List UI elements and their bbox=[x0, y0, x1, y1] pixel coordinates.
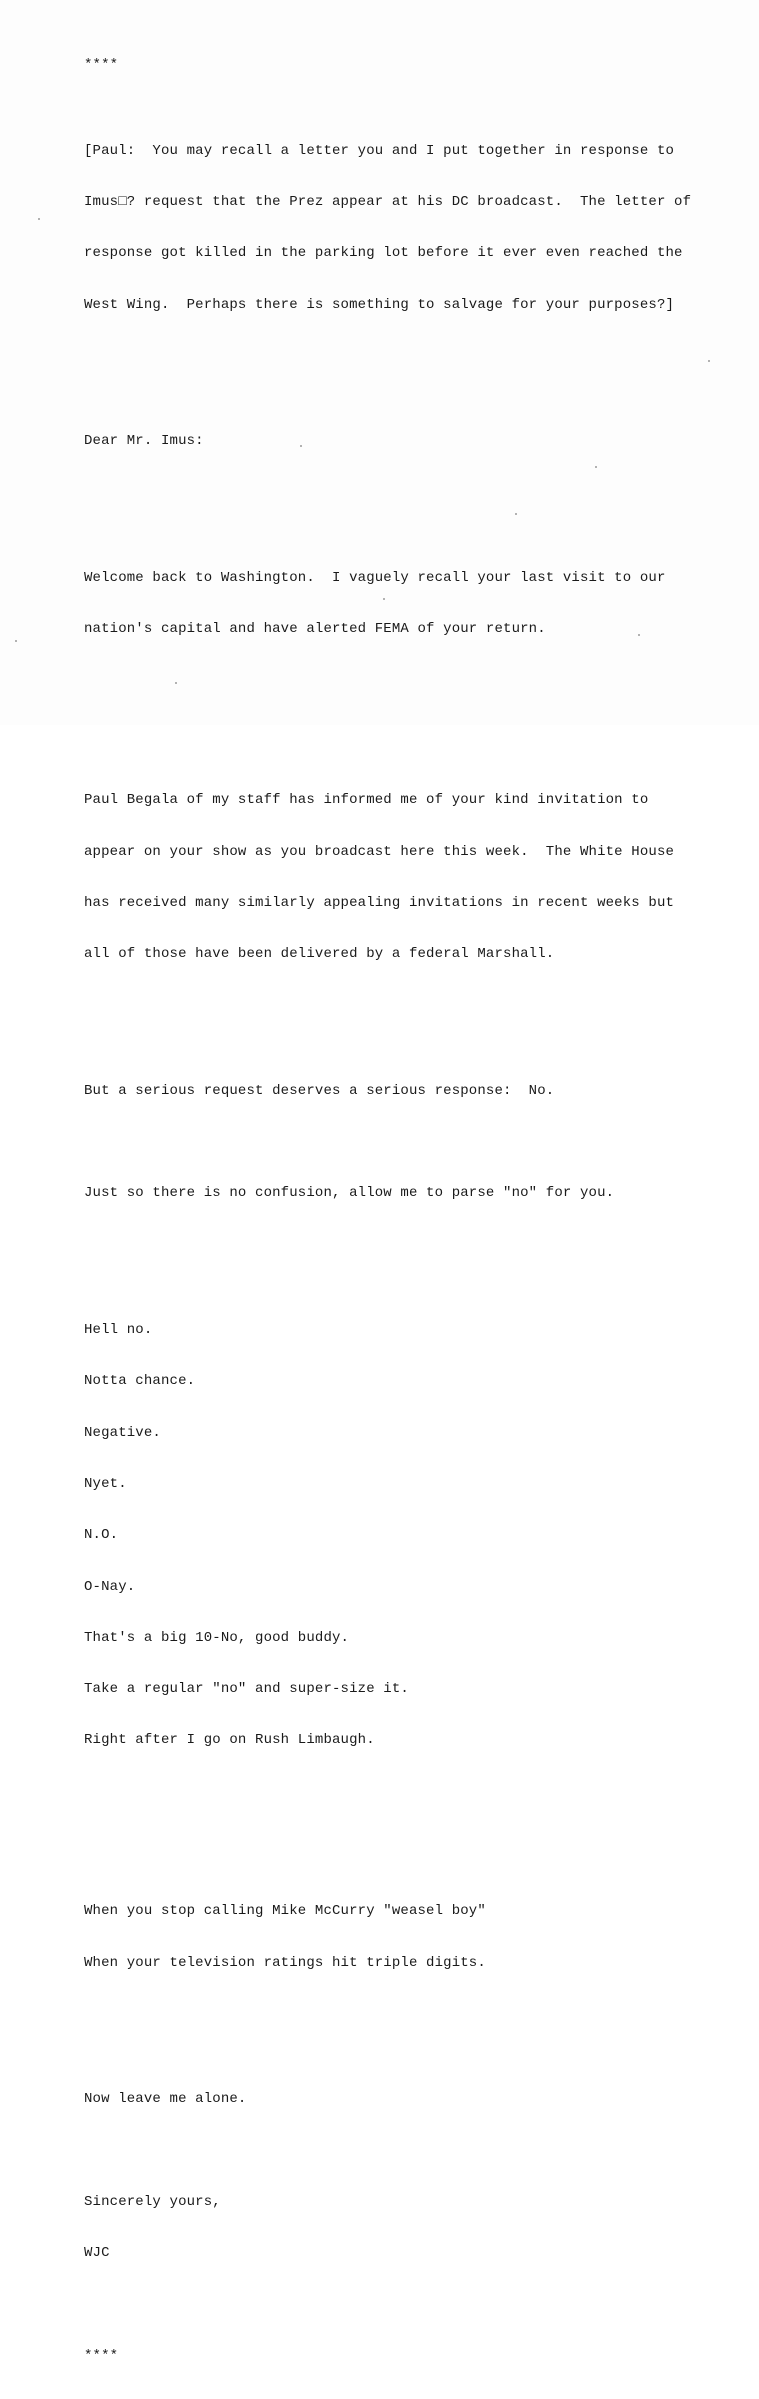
paragraph-line: all of those have been delivered by a federal Marshall. bbox=[84, 946, 555, 963]
scan-speck bbox=[38, 218, 40, 220]
no-list-item: Nyet. bbox=[84, 1475, 127, 1492]
blank-line bbox=[84, 707, 754, 724]
salutation: Dear Mr. Imus: bbox=[84, 433, 204, 450]
note-block bbox=[84, 108, 754, 347]
signature: WJC bbox=[84, 2245, 110, 2262]
no-list-item: O-Nay. bbox=[84, 1578, 136, 1595]
scan-speck bbox=[300, 445, 302, 447]
note-line: West Wing. Perhaps there is something to salvage for your purposes?] bbox=[84, 296, 675, 313]
scan-speck bbox=[515, 513, 517, 515]
when-list-item: When you stop calling Mike McCurry "weasel boy" bbox=[84, 1903, 486, 1920]
when-list-item: When your television ratings hit triple digits. bbox=[84, 1954, 486, 1971]
blank-line bbox=[84, 1032, 754, 1049]
note-line: response got killed in the parking lot before it ever even reached the bbox=[84, 245, 683, 262]
scan-speck bbox=[175, 682, 177, 684]
no-list-item: Hell no. bbox=[84, 1322, 153, 1339]
blank-line bbox=[84, 1237, 754, 1254]
paragraph-line: has received many similarly appealing invitations in recent weeks but bbox=[84, 894, 675, 911]
scan-speck bbox=[15, 640, 17, 642]
note-line: [Paul: You may recall a letter you and I put together in response to bbox=[84, 142, 675, 159]
letter-text bbox=[84, 23, 754, 2399]
scan-speck bbox=[383, 598, 385, 600]
no-list-item: Take a regular "no" and super-size it. bbox=[84, 1681, 409, 1698]
no-list-item: Notta chance. bbox=[84, 1373, 196, 1390]
leave-line: Now leave me alone. bbox=[84, 2091, 247, 2108]
scan-speck bbox=[708, 360, 710, 362]
no-list-item: That's a big 10-No, good buddy. bbox=[84, 1629, 350, 1646]
blank-line bbox=[84, 2040, 754, 2057]
blank-line bbox=[84, 382, 754, 399]
no-list-item: Negative. bbox=[84, 1424, 161, 1441]
paragraph-line: Welcome back to Washington. I vaguely recall your last visit to our bbox=[84, 570, 666, 586]
paragraph-invitation bbox=[84, 758, 754, 997]
closing: Sincerely yours, bbox=[84, 2193, 221, 2210]
blank-line bbox=[84, 2296, 754, 2313]
no-list-item: Right after I go on Rush Limbaugh. bbox=[84, 1732, 375, 1749]
paragraph-parse: Just so there is no confusion, allow me to parse "no" for you. bbox=[84, 1185, 615, 1202]
note-line: Imus□? request that the Prez appear at his DC broadcast. The letter of bbox=[84, 193, 692, 210]
scan-speck bbox=[638, 634, 640, 636]
paragraph-welcome bbox=[84, 536, 754, 673]
blank-line bbox=[84, 2143, 754, 2160]
no-list-item: N.O. bbox=[84, 1527, 119, 1544]
paragraph-line: Paul Begala of my staff has informed me of your kind invitation to bbox=[84, 792, 649, 809]
scan-speck bbox=[595, 466, 597, 468]
blank-line bbox=[84, 485, 754, 502]
stars-bottom: **** bbox=[84, 2347, 119, 2364]
paragraph-line: nation's capital and have alerted FEMA of your return. bbox=[84, 621, 546, 638]
blank-line bbox=[84, 1134, 754, 1151]
no-list bbox=[84, 1288, 754, 1784]
paragraph-serious: But a serious request deserves a serious response: No. bbox=[84, 1082, 555, 1099]
blank-line bbox=[84, 1818, 754, 1835]
stars-top: **** bbox=[84, 57, 119, 74]
when-list bbox=[84, 1869, 754, 2006]
paragraph-line: appear on your show as you broadcast here this week. The White House bbox=[84, 843, 675, 860]
